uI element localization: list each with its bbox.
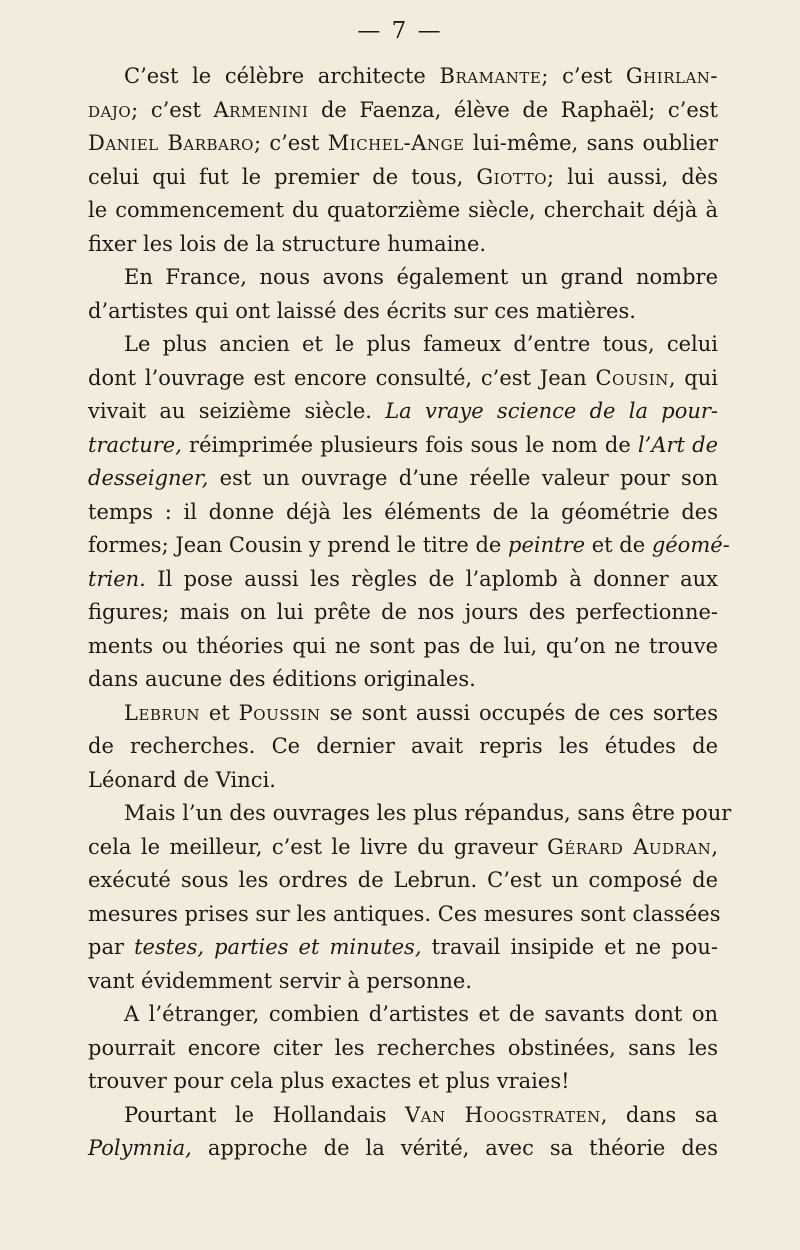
- text-segment: Il pose aussi les règles de l’aplomb à donner aux: [145, 566, 718, 591]
- text-segment: ,: [711, 834, 718, 859]
- text-segment: fixer les lois de la structure humaine.: [88, 231, 487, 256]
- text-line: [88, 60, 718, 94]
- proper-name: Van Hoogstraten: [405, 1102, 601, 1127]
- text-line: [88, 295, 718, 329]
- text-segment: Léonard de Vinci.: [88, 767, 276, 792]
- text-line: [88, 663, 718, 697]
- text-line: [88, 228, 718, 262]
- text-segment: ments ou théories qui ne sont pas de lui, qu’on ne trouve: [88, 633, 718, 658]
- text-line: [88, 194, 718, 228]
- text-segment: de recherches. Ce dernier avait repris les études de: [88, 734, 718, 758]
- text-segment: ; c’est: [253, 131, 328, 155]
- text-segment: mesures prises sur les antiques. Ces mesures sont classées: [88, 901, 721, 926]
- text-line: [88, 161, 718, 195]
- italic-text: desseigner,: [88, 466, 209, 490]
- text-line: [88, 1099, 718, 1133]
- text-segment: ; c’est: [131, 97, 214, 122]
- text-segment: En France, nous avons également un grand nombre: [124, 265, 718, 289]
- text-line: [88, 1132, 718, 1166]
- text-segment: se sont aussi occupés de ces sortes: [320, 700, 718, 725]
- proper-name: Lebrun: [124, 700, 200, 725]
- text-segment: par: [88, 935, 135, 959]
- italic-text: tracture,: [88, 432, 182, 457]
- text-segment: et de: [585, 533, 652, 557]
- text-segment: de Faenza, élève de Raphaël; c’est: [308, 97, 718, 122]
- text-segment: d’artistes qui ont laissé des écrits sur ces matières.: [88, 298, 636, 323]
- text-line: [88, 94, 718, 128]
- proper-name: dajo: [88, 97, 132, 122]
- text-segment: C’est le célèbre architecte: [124, 64, 440, 88]
- proper-name: Ghirlan-: [625, 64, 718, 88]
- text-line: [88, 563, 718, 597]
- text-line: [88, 864, 718, 898]
- text-line: [88, 1065, 718, 1099]
- text-line: [88, 328, 718, 362]
- text-line: [88, 496, 718, 530]
- text-segment: vant évidemment servir à personne.: [88, 968, 473, 993]
- text-line: [88, 127, 718, 161]
- text-line: [88, 630, 718, 664]
- proper-name: Daniel Barbaro: [88, 131, 254, 155]
- text-segment: est un ouvrage d’une réelle valeur pour son: [208, 466, 718, 490]
- text-segment: vivait au seizième siècle.: [88, 399, 386, 423]
- text-line: [88, 797, 732, 831]
- text-segment: approche de la vérité, avec sa théorie des: [191, 1136, 718, 1160]
- text-segment: Pourtant le Hollandais: [124, 1102, 406, 1127]
- text-line: [88, 697, 718, 731]
- text-segment: lui-même, sans oublier: [464, 131, 718, 155]
- text-line: [88, 831, 718, 865]
- italic-text: peintre: [508, 533, 586, 557]
- proper-name: Cousin: [595, 365, 669, 390]
- text-segment: réimprimée plusieurs fois sous le nom de: [181, 432, 638, 457]
- text-line: [88, 462, 718, 496]
- text-line: [88, 998, 718, 1032]
- text-segment: celui qui fut le premier de tous,: [88, 164, 477, 189]
- text-line: [88, 730, 718, 764]
- italic-text: géomé-: [651, 533, 730, 557]
- proper-name: Michel-Ange: [327, 131, 465, 155]
- text-line: [88, 1032, 718, 1066]
- text-line: [88, 261, 718, 295]
- proper-name: Armenini: [213, 97, 309, 122]
- text-line: [88, 596, 718, 630]
- text-segment: cela le meilleur, c’est le livre du graveur: [88, 834, 548, 859]
- text-segment: , dans sa: [600, 1102, 718, 1127]
- text-segment: figures; mais on lui prête de nos jours des perfectionne-: [88, 600, 718, 624]
- text-segment: , qui: [668, 365, 718, 390]
- text-line: [88, 764, 718, 798]
- italic-text: Polymnia,: [88, 1136, 192, 1160]
- text-segment: pourrait encore citer les recherches obstinées, sans les: [88, 1035, 718, 1060]
- text-line: [88, 931, 718, 965]
- text-segment: formes; Jean Cousin y prend le titre de: [88, 533, 509, 557]
- text-segment: dans aucune des éditions originales.: [88, 667, 476, 691]
- text-line: [88, 429, 718, 463]
- italic-text: La vraye science de la pour-: [385, 399, 718, 423]
- text-segment: Mais l’un des ouvrages les plus répandus, sans être pour: [124, 801, 732, 825]
- italic-text: testes, parties et minutes,: [134, 935, 422, 959]
- text-segment: ; lui aussi, dès: [547, 164, 718, 189]
- italic-text: trien.: [88, 566, 146, 591]
- text-line: [88, 529, 730, 563]
- text-segment: A l’étranger, combien d’artistes et de savants dont on: [124, 1002, 718, 1026]
- proper-name: Giotto: [476, 164, 547, 189]
- body-text: [88, 60, 732, 1166]
- proper-name: Gérard Audran: [547, 834, 712, 859]
- italic-text: l’Art de: [637, 432, 718, 457]
- proper-name: Poussin: [238, 700, 321, 725]
- page-number: — 7 —: [357, 18, 443, 44]
- proper-name: Bramante: [439, 64, 542, 88]
- text-line: [88, 395, 718, 429]
- text-segment: et: [199, 700, 239, 725]
- text-line: [88, 965, 718, 999]
- text-segment: ; c’est: [541, 64, 626, 88]
- text-line: [88, 362, 718, 396]
- text-segment: temps : il donne déjà les éléments de la géométrie des: [88, 499, 718, 524]
- text-segment: dont l’ouvrage est encore consulté, c’est Jean: [88, 365, 596, 390]
- text-segment: exécuté sous les ordres de Lebrun. C’est un composé de: [88, 868, 718, 892]
- text-segment: le commencement du quatorzième siècle, cherchait déjà à: [88, 198, 718, 222]
- text-segment: Le plus ancien et le plus fameux d’entre tous, celui: [124, 332, 718, 356]
- text-segment: trouver pour cela plus exactes et plus vraies!: [88, 1069, 570, 1093]
- text-segment: travail insipide et ne pou-: [421, 935, 718, 959]
- text-line: [88, 898, 721, 932]
